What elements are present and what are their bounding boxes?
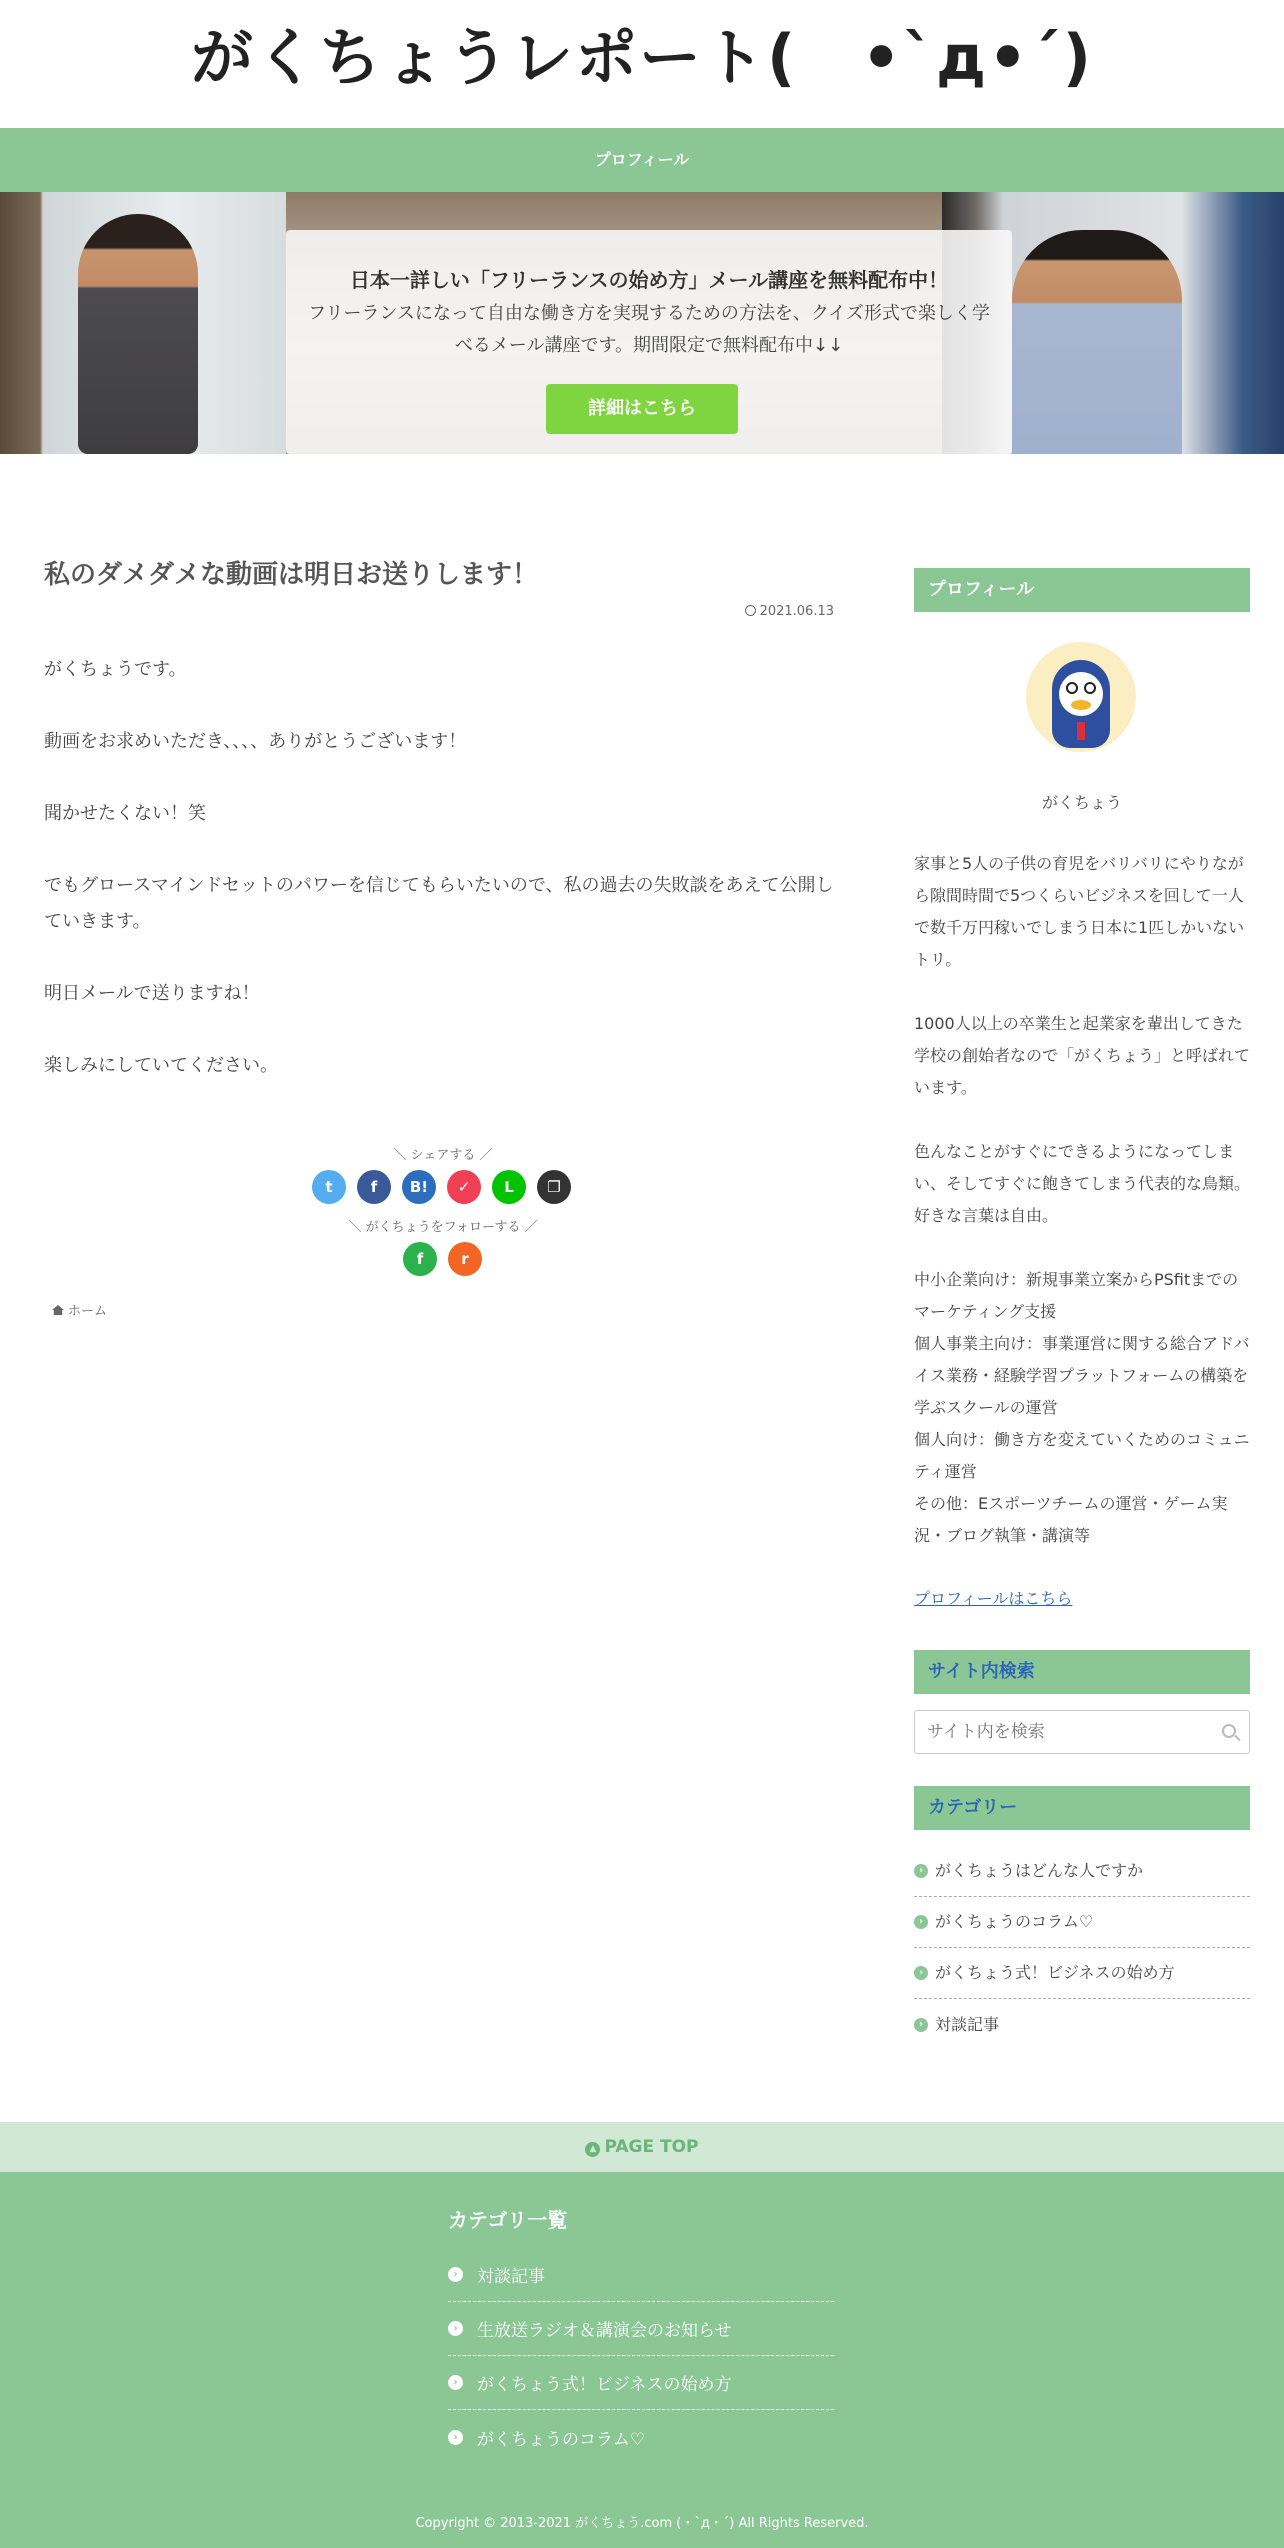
share-buttons — [312, 1170, 571, 1204]
profile-bio — [914, 848, 1250, 1552]
chevron-right-icon: › — [448, 2267, 463, 2282]
hero-message-box — [286, 230, 1012, 454]
category-item[interactable]: › 対談記事 — [914, 1999, 1250, 2050]
profile-name: がくちょう — [1041, 793, 1122, 812]
page-top-label: PAGE TOP — [604, 2137, 699, 2157]
hero-banner — [0, 192, 1284, 454]
article-title: 私のダメダメな動画は明日お送りします！ — [44, 560, 539, 590]
share-label: ＼ シェアする ／ — [393, 1148, 493, 1163]
site-logo[interactable]: がくちょうレポート( •`д•´) — [190, 21, 1093, 94]
search-widget-heading: サイト内検索 — [914, 1650, 1250, 1694]
article-paragraph: 動画をお求めいただき、、、、ありがとうございます！ — [44, 731, 467, 752]
article-paragraph: がくちょうです。 — [44, 659, 187, 680]
footer-category-item[interactable]: › 生放送ラジオ＆講演会のお知らせ — [448, 2302, 834, 2356]
hero-text: フリーランスになって自由な働き方を実現するための方法を、クイズ形式で楽しく学べるメール講座です。期間限定で無料配布中↓↓ — [308, 303, 990, 356]
chevron-up-icon: ▲ — [585, 2142, 600, 2157]
chevron-right-icon: › — [914, 1966, 928, 1980]
bio-paragraph: 個人事業主向け：事業運営に関する総合アドバイス業務・経験学習プラットフォームの構築を学ぶスクールの運営 — [914, 1334, 1250, 1417]
chevron-right-icon: › — [448, 2375, 463, 2390]
category-widget-heading: カテゴリー — [914, 1786, 1250, 1830]
chevron-right-icon: › — [914, 1864, 928, 1878]
footer-category-item[interactable]: › 対談記事 — [448, 2248, 834, 2302]
chevron-right-icon: › — [448, 2430, 463, 2445]
article-paragraph: 楽しみにしていてください。 — [44, 1055, 278, 1076]
search-icon[interactable] — [1222, 1724, 1236, 1738]
footer-category-item[interactable]: › がくちょうのコラム♡ — [448, 2410, 834, 2464]
nav-item-profile[interactable]: プロフィール — [594, 150, 690, 169]
bio-paragraph: 個人向け：働き方を変えていくためのコミュニティ運営 — [914, 1430, 1250, 1481]
article-paragraph: 聞かせたくない！笑 — [44, 803, 206, 824]
pocket-share-button[interactable]: ✓ — [447, 1170, 481, 1204]
hero-details-button[interactable]: 詳細はこちら — [546, 384, 738, 434]
article-paragraph: 明日メールで送りますね！ — [44, 983, 260, 1004]
chevron-right-icon: › — [914, 2018, 928, 2032]
bio-paragraph: 1000人以上の卒業生と起業家を輩出してきた学校の創始者なので「がくちょう」と呼ばれています。 — [914, 1014, 1251, 1097]
category-item[interactable]: › がくちょうのコラム♡ — [914, 1897, 1250, 1948]
rss-follow-button[interactable]: r — [448, 1242, 482, 1276]
footer-category-list — [448, 2248, 834, 2464]
article-paragraph: でもグロースマインドセットのパワーを信じてもらいたいので、私の過去の失敗談をあえて公開していきます。 — [44, 875, 834, 932]
category-item[interactable]: › がくちょう式！ビジネスの始め方 — [914, 1948, 1250, 1999]
site-footer — [0, 2172, 1284, 2548]
avatar — [1026, 642, 1136, 752]
footer-category-item[interactable]: › がくちょう式！ビジネスの始め方 — [448, 2356, 834, 2410]
speaker-figure — [78, 214, 198, 454]
search-input[interactable] — [914, 1710, 1250, 1754]
chevron-right-icon: › — [914, 1915, 928, 1929]
follow-buttons — [403, 1242, 482, 1276]
breadcrumb-home-link[interactable]: ホーム — [68, 1304, 108, 1319]
post-date-text: 2021.06.13 — [759, 604, 834, 619]
profile-widget-heading: プロフィール — [914, 568, 1250, 612]
site-header — [0, 0, 1284, 128]
facebook-share-button[interactable]: f — [357, 1170, 391, 1204]
line-share-button[interactable]: L — [492, 1170, 526, 1204]
copy-link-button[interactable]: ❐ — [537, 1170, 571, 1204]
bio-paragraph: その他：Eスポーツチームの運営・ゲーム実況・ブログ執筆・講演等 — [914, 1494, 1228, 1545]
bio-paragraph: 中小企業向け：新規事業立案からPSfitまでのマーケティング支援 — [914, 1270, 1239, 1321]
twitter-share-button[interactable]: t — [312, 1170, 346, 1204]
global-nav — [0, 128, 1284, 192]
hero-photo-left — [0, 192, 286, 454]
breadcrumb — [52, 1300, 107, 1319]
footer-category-title: カテゴリ一覧 — [448, 2208, 568, 2232]
follow-label: ＼ がくちょうをフォローする ／ — [348, 1220, 538, 1235]
hatena-share-button[interactable]: B! — [402, 1170, 436, 1204]
post-date — [700, 604, 834, 619]
speaker-figure — [1012, 230, 1182, 454]
category-list — [914, 1846, 1250, 2050]
category-item[interactable]: › がくちょうはどんな人ですか — [914, 1846, 1250, 1897]
bio-paragraph: 色んなことがすぐにできるようになってしまい、そしてすぐに飽きてしまう代表的な鳥類。好きな言葉は自由。 — [914, 1142, 1251, 1225]
profile-link[interactable]: プロフィールはこちら — [914, 1589, 1073, 1608]
article-body — [44, 652, 834, 1120]
page-top-button[interactable] — [0, 2122, 1284, 2172]
hero-title: 日本一詳しい「フリーランスの始め方」メール講座を無料配布中！ — [349, 268, 949, 292]
copyright: Copyright © 2013-2021 がくちょう.com (・`д・´) All Rights Reserved. — [415, 2516, 869, 2531]
bio-paragraph: 家事と5人の子供の育児をバリバリにやりながら隙間時間で5つくらいビジネスを回して一人で数千万円稼いでしまう日本に1匹しかいないトリ。 — [914, 854, 1245, 969]
chevron-right-icon: › — [448, 2321, 463, 2336]
home-icon — [52, 1305, 64, 1315]
feedly-follow-button[interactable]: f — [403, 1242, 437, 1276]
clock-icon — [745, 605, 756, 616]
